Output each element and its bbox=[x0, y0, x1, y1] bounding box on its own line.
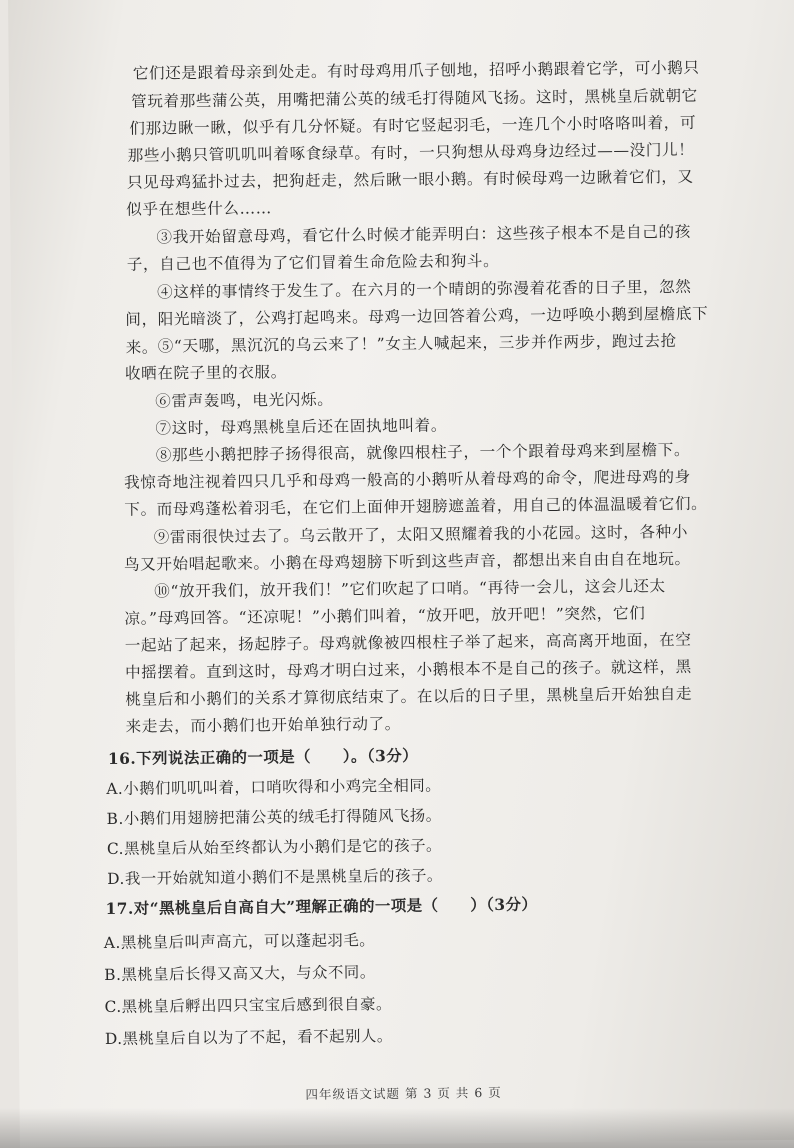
question-17-option-a: A.黑桃皇后叫声高亢，可以蓬起羽毛。 bbox=[103, 931, 376, 953]
question-16-option-c: C.黑桃皇后从始至终都认为小鹅们是它的孩子。 bbox=[106, 836, 442, 859]
passage-line: ⑨雷雨很快过去了。乌云散开了，太阳又照耀着我的小花园。这时，各种小 bbox=[153, 522, 689, 547]
passage-line: ⑦这时，母鸡黑桃皇后还在固执地叫着。 bbox=[155, 416, 448, 438]
passage-line: ③我开始留意母鸡，看它什么时候才能弄明白：这些孩子根本不是自己的孩 bbox=[156, 222, 691, 247]
exam-sheet bbox=[8, 0, 794, 1148]
page-footer: 四年级语文试题 第 3 页 共 6 页 bbox=[305, 1084, 502, 1102]
passage-line: 子，自己也不值得为了它们冒着生命危险去和狗斗。 bbox=[126, 251, 500, 274]
question-17-option-c: C.黑桃皇后孵出四只宝宝后感到很自豪。 bbox=[104, 995, 392, 1017]
photo-shadow bbox=[0, 1108, 794, 1148]
passage-line: 管玩着那些蒲公英，用嘴把蒲公英的绒毛打得随风飞扬。这时，黑桃皇后就朝它 bbox=[130, 86, 698, 111]
passage-line: 似乎在想些什么…… bbox=[126, 199, 273, 219]
passage-line: 那些小鹅只管叽叽叫着啄食绿草。有时，一只狗想从母鸡身边经过——没门儿！ bbox=[127, 140, 695, 165]
passage-line: 们那边瞅一瞅，似乎有几分怀疑。有时它竖起羽毛，一连几个小时咯咯叫着，可 bbox=[129, 113, 697, 138]
passage-line: 下。而母鸡蓬松着羽毛，在它们上面伸开翅膀遮盖着，用自己的体温温暖着它们。 bbox=[124, 494, 708, 519]
passage-line: 来走去，而小鹅们也开始单独行动了。 bbox=[125, 714, 401, 736]
question-16-option-a: A.小鹅们叽叽叫着，口哨吹得和小鸡完全相同。 bbox=[106, 776, 442, 799]
passage-line: 鸟又开始唱起歌来。小鹅在母鸡翅膀下听到这些声音，都想出来自由自在地玩。 bbox=[123, 549, 691, 574]
passage-line: ⑤“天哪，黑沉沉的乌云来了！”女主人喊起来，三步并作两步，跑过去抢 bbox=[157, 332, 677, 356]
passage-line: 间，阳光暗淡了，公鸡打起鸣来。母鸡一边回答着公鸡，一边呼唤小鹅到屋檐底下来。 bbox=[125, 304, 709, 357]
question-16-option-d: D.我一开始就知道小鹅们不是黑桃皇后的孩子。 bbox=[107, 866, 443, 889]
passage-line: 它们还是跟着母亲到处走。有时母鸡用爪子刨地，招呼小鹅跟着它学，可小鹅只 bbox=[132, 58, 700, 83]
passage-line: 我惊奇地注视着四只几乎和母鸡一般高的小鹅听从着母鸡的命令，爬进母鸡的身 bbox=[123, 467, 691, 492]
passage-line: ⑩“放开我们，放开我们！”它们吹起了口哨。“再待一会儿，这会儿还太 bbox=[154, 577, 666, 601]
question-16-title: 16.下列说法正确的一项是（ ）。（3分） bbox=[107, 746, 419, 768]
passage-line: 桃皇后和小鹅们的关系才算彻底结束了。在以后的日子里，黑桃皇后开始独自走 bbox=[125, 684, 693, 709]
passage-line: 一起站了起来，扬起脖子。母鸡就像被四根柱子举了起来，高高离开地面，在空 bbox=[124, 630, 692, 655]
passage-line: 收晒在院子里的衣服。 bbox=[124, 363, 287, 383]
passage-line: 凉。”母鸡回答。“还凉呢！”小鹅们叫着，“放开吧，放开吧！”突然，它们 bbox=[124, 604, 646, 628]
passage-line: ⑥雷声轰鸣，电光闪烁。 bbox=[155, 390, 334, 411]
question-17-title: 17.对“黑桃皇后自高自大”理解正确的一项是（ ）（3分） bbox=[105, 895, 538, 919]
passage-line: 只见母鸡猛扑过去，把狗赶走，然后瞅一眼小鹅。有时候母鸡一边瞅着它们，又 bbox=[126, 167, 694, 192]
question-17-option-d: D.黑桃皇后自以为了不起，看不起别人。 bbox=[104, 1027, 393, 1049]
question-16-option-b: B.小鹅们用翅膀把蒲公英的绒毛打得随风飞扬。 bbox=[106, 806, 442, 829]
passage-line: ④这样的事情终于发生了。在六月的一个晴朗的弥漫着花香的日子里，忽然 bbox=[156, 277, 692, 302]
passage-line: ⑧那些小鹅把脖子扬得很高，就像四根柱子，一个个跟着母鸡来到屋檐下。 bbox=[155, 440, 691, 465]
question-17-option-b: B.黑桃皇后长得又高又大，与众不同。 bbox=[104, 963, 376, 985]
passage-line: 中摇摆着。直到这时，母鸡才明白过来，小鹅根本不是自己的孩子。就这样，黑 bbox=[124, 657, 692, 682]
